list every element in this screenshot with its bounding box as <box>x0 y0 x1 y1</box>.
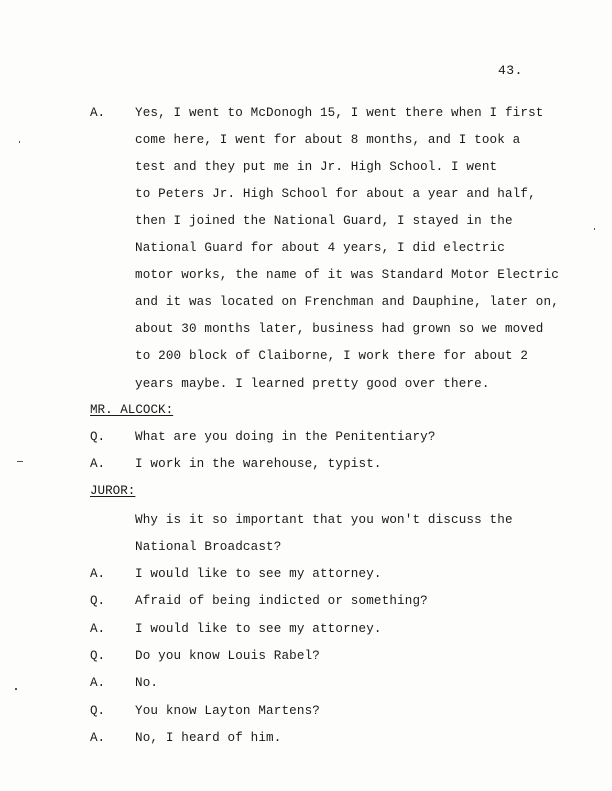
answer-line: about 30 months later, business had grown so we moved <box>135 322 544 336</box>
answer-line: years maybe. I learned pretty good over there. <box>135 377 490 391</box>
answer-line: motor works, the name of it was Standard Motor Electric <box>135 268 559 282</box>
scan-mark <box>19 141 20 143</box>
answer-text: No. <box>135 676 159 690</box>
question-marker: Q. <box>90 430 106 444</box>
answer-marker: A. <box>90 731 106 745</box>
question-marker: Q. <box>90 704 106 718</box>
scan-mark <box>15 688 17 690</box>
answer-marker: A. <box>90 622 106 636</box>
answer-line: then I joined the National Guard, I stayed in the <box>135 214 513 228</box>
answer-line: and it was located on Frenchman and Dauphine, later on, <box>135 295 559 309</box>
juror-question-line: Why is it so important that you won't discuss the <box>135 513 513 527</box>
question-text: Do you know Louis Rabel? <box>135 649 320 663</box>
answer-line: to 200 block of Claiborne, I work there for about 2 <box>135 349 529 363</box>
answer-line: Yes, I went to McDonogh 15, I went there when I first <box>135 106 544 120</box>
answer-text: I would like to see my attorney. <box>135 622 382 636</box>
speaker-label-alcock: MR. ALCOCK: <box>90 403 174 417</box>
answer-line: to Peters Jr. High School for about a year and half, <box>135 187 536 201</box>
answer-marker: A. <box>90 567 106 581</box>
answer-marker: A. <box>90 106 106 120</box>
answer-line: test and they put me in Jr. High School. I went <box>135 160 498 174</box>
scan-mark <box>594 228 595 230</box>
question-text: Afraid of being indicted or something? <box>135 594 428 608</box>
question-text: What are you doing in the Penitentiary? <box>135 430 436 444</box>
answer-marker: A. <box>90 457 106 471</box>
answer-text: I would like to see my attorney. <box>135 567 382 581</box>
scan-mark <box>17 461 23 462</box>
page-number: 43. <box>498 63 523 78</box>
question-marker: Q. <box>90 649 106 663</box>
speaker-label-juror: JUROR: <box>90 484 136 498</box>
answer-text: No, I heard of him. <box>135 731 282 745</box>
juror-question-line: National Broadcast? <box>135 540 282 554</box>
answer-marker: A. <box>90 676 106 690</box>
answer-line: National Guard for about 4 years, I did electric <box>135 241 505 255</box>
question-text: You know Layton Martens? <box>135 704 320 718</box>
answer-line: come here, I went for about 8 months, and I took a <box>135 133 521 147</box>
answer-text: I work in the warehouse, typist. <box>135 457 382 471</box>
question-marker: Q. <box>90 594 106 608</box>
